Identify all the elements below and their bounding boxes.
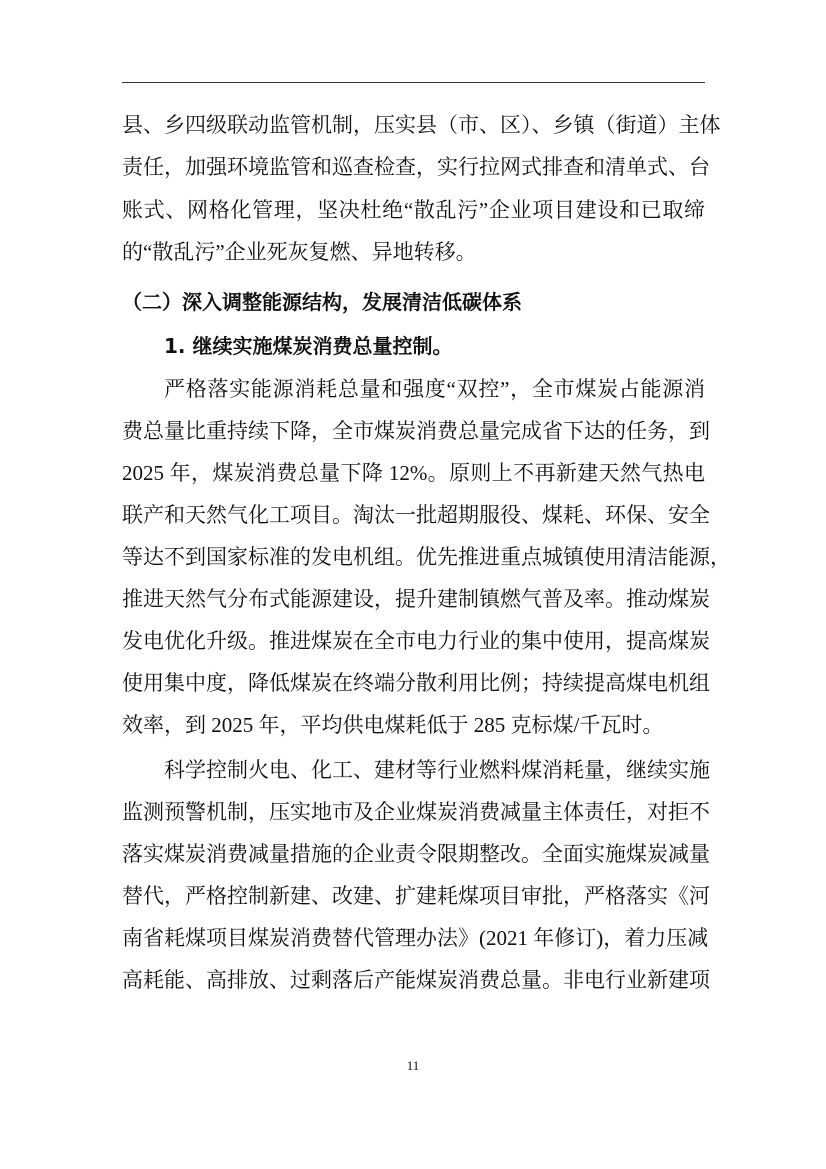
- paragraph-line: 推进天然气分布式能源建设，提升建制镇燃气普及率。推动煤炭: [122, 587, 710, 611]
- paragraph-line: 联产和天然气化工项目。淘汰一批超期服役、煤耗、环保、安全: [122, 503, 710, 527]
- paragraph-line: 落实煤炭消费减量措施的企业责令限期整改。全面实施煤炭减量: [122, 842, 710, 866]
- paragraph-line: 科学控制火电、化工、建材等行业燃料煤消耗量，继续实施: [164, 758, 710, 782]
- paragraph-line: 费总量比重持续下降，全市煤炭消费总量完成省下达的任务，到: [122, 419, 710, 443]
- paragraph-line: 等达不到国家标准的发电机组。优先推进重点城镇使用清洁能源，: [122, 545, 731, 569]
- paragraph-line: 2025 年，煤炭消费总量下降 12%。原则上不再新建天然气热电: [122, 461, 705, 485]
- paragraph-line: 南省耗煤项目煤炭消费替代管理办法》(2021 年修订)，着力压减: [122, 926, 709, 950]
- page-number: 11: [406, 1058, 420, 1073]
- paragraph-line: 监测预警机制，压实地市及企业煤炭消费减量主体责任，对拒不: [122, 800, 710, 824]
- paragraph-line: 高耗能、高排放、过剩落后产能煤炭消费总量。非电行业新建项: [122, 968, 710, 992]
- paragraph-line: 效率，到 2025 年，平均供电煤耗低于 285 克标煤/千瓦时。: [122, 713, 664, 737]
- paragraph-line: 使用集中度，降低煤炭在终端分散利用比例；持续提高煤电机组: [122, 671, 710, 695]
- paragraph-line: 发电优化升级。推进煤炭在全市电力行业的集中使用，提高煤炭: [122, 629, 710, 653]
- paragraph-line: 账式、网格化管理，坚决杜绝“散乱污”企业项目建设和已取缔: [122, 198, 705, 222]
- paragraph-line: 替代，严格控制新建、改建、扩建耗煤项目审批，严格落实《河: [122, 884, 710, 908]
- section-heading: （二）深入调整能源结构，发展清洁低碳体系: [122, 290, 522, 314]
- subsection-heading: 1. 继续实施煤炭消费总量控制。: [164, 334, 453, 358]
- paragraph-line: 责任，加强环境监管和巡查检查，实行拉网式排查和清单式、台: [122, 155, 710, 179]
- paragraph-line: 的“散乱污”企业死灰复燃、异地转移。: [122, 240, 477, 264]
- paragraph-line: 县、乡四级联动监管机制，压实县（市、区）、乡镇（街道）主体: [122, 113, 721, 137]
- header-rule: [122, 82, 705, 83]
- paragraph-line: 严格落实能源消耗总量和强度“双控”，全市煤炭占能源消: [164, 377, 705, 401]
